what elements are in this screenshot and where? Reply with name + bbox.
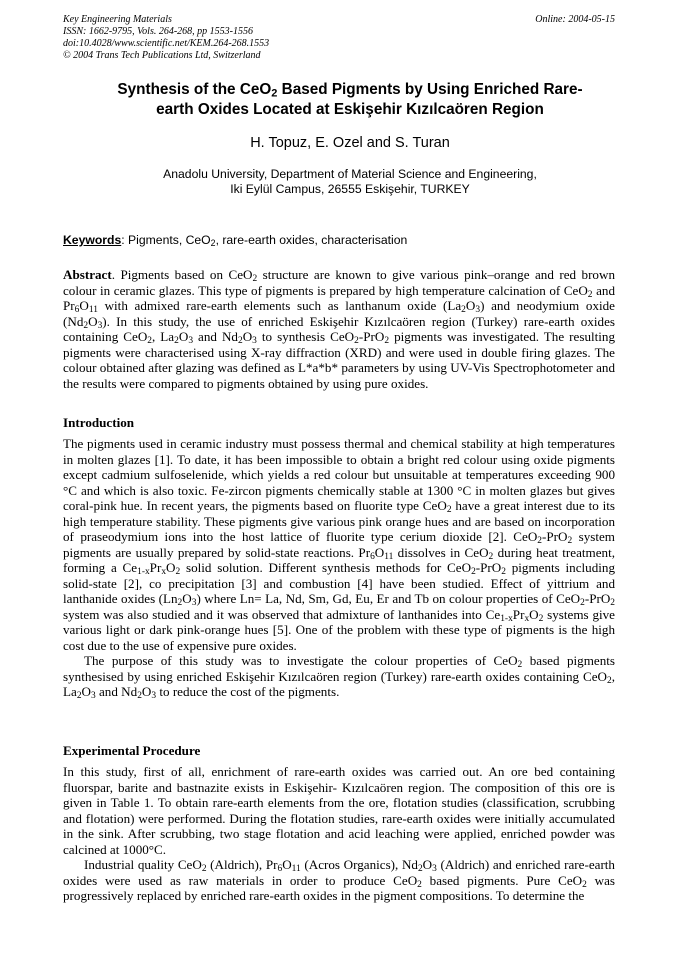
intro-paragraph-2: The purpose of this study was to investigate the colour properties of CeO$_2$ based pigments synthesised by using enriched Eskişehir Kızılcaören region (Turkey) rare-earth oxides containing CeO$_2$, $La_2O_3$ and $Nd_2O_3$ to reduce the cost of the pigments. (63, 653, 615, 702)
experimental-paragraph-2: Industrial quality CeO$_2$ (Aldrich), $Pr_6O_{11}$ (Acros Organics), $Nd_2O_3$ (Aldrich) and enriched rare-earth oxides were used as raw materials in order to produce CeO$_2$ based pigments. Pure CeO$_2$ was progressively replaced by enriched rare-earth oxides in the pigment compositions. To determine the (63, 857, 615, 903)
copyright-line: © 2004 Trans Tech Publications Ltd, Switzerland (63, 50, 261, 61)
doi-line: doi:10.4028/www.scientific.net/KEM.264-268.1553 (63, 38, 270, 49)
journal-name: Key Engineering Materials (63, 14, 172, 25)
issn-line: ISSN: 1662-9795, Vols. 264-268, pp 1553-1556 (63, 26, 253, 37)
journal-header (63, 14, 615, 62)
introduction-heading: Introduction (63, 415, 135, 430)
online-date: Online: 2004-05-15 (535, 14, 615, 25)
experimental-heading: Experimental Procedure (63, 743, 201, 758)
affiliation-line-2: Iki Eylül Campus, 26555 Eskişehir, TURKEY (230, 182, 470, 196)
introduction-body (63, 436, 615, 700)
abstract: Abstract. Pigments based on CeO$_2$ structure are known to give various pink–orange and red brown colour in ceramic glazes. This type of pigments is prepared by high temperature calcination of CeO$_2$ and $Pr_6O_{11}$ with admixed rare-earth elements such as lanthanum oxide $(La_2O_3)$ and neodymium oxide $(Nd_2O_3)$. In this study, the use of enriched Eskişehir Kızılcaören region (Turkey) rare-earth oxides containing CeO$_2$, $La_2O_3$ and $Nd_2O_3$ to synthesis CeO$_2$-PrO$_2$ pigments was investigated. The resulting pigments were characterised using X-ray diffraction (XRD) and were used in double firing glazes. The colour obtained after glazing was defined as L*a*b* parameters by using UV-Vis Spectrophotometer and the results were compared to pigments obtained by using pure oxides. (63, 267, 616, 391)
keywords: Keywords: Pigments, CeO$_2$, rare-earth oxides, characterisation (63, 233, 408, 248)
keywords-label: Keywords (63, 233, 122, 247)
experimental-paragraph-1: In this study, first of all, enrichment of rare-earth oxides was carried out. An ore bed containing fluorspar, barite and bastnazite exists in Eskişehir- Kızılcaören region. The composition of this ore is given in Table 1. To obtain rare-earth elements from the ore, flotation studies (classification, scrubbing and flotation) were performed. During the flotation studies, rare-earth oxides were initially accumulated in the sink. After scrubbing, two stage flotation and acid leaching were applied, enriched powder was calcined at 1000°C. (63, 764, 615, 857)
intro-paragraph-1: The pigments used in ceramic industry must possess thermal and chemical stability at high temperatures in molten glazes [1]. To date, it has been impossible to obtain a bright red colour using oxide pigments except cadmium sulfoselenide, which yields a red colour but unsuitable at temperatures exceeding 900 °C and which is also toxic. Fe-zircon pigments chemically stable at 1300 °C in molten glazes but gives coral-pink hue. In recent years, the pigments based on fluorite type CeO$_2$ have a great interest due to its high temperature stability. These pigments give various pink orange hues and are based on incorporation of praseodymium ions into the host lattice of fluorite type cerium dioxide [2]. CeO$_2$-PrO$_2$ system pigments are usually prepared by solid-state reactions. $Pr_6O_{11}$ dissolves in CeO$_2$ during heat treatment, forming a $Ce_{1-x}Pr_xO_2$ solid solution. Different synthesis methods for CeO$_2$-PrO$_2$ pigments including solid-state [2], co precipitation [3] and combustion [4] have been studied. Effect of yittrium and lanthanide oxides $(Ln_2O_3)$ where Ln= La, Nd, Sm, Gd, Eu, Er and Tb on colour properties of CeO$_2$-PrO$_2$ system was also studied and it was observed that admixture of lanthanides into $Ce_{1-x}Pr_xO_2$ systems give various light or dark pink-orange hues [5]. One of the problem with these type of pigments is the high cost due to the use of expensive pure oxides. (63, 436, 616, 653)
paper-title: Synthesis of the CeO$_2$ Based Pigments by Using Enriched Rare-earth Oxides Located at Eskişehir Kızılcaören Region (117, 81, 583, 118)
affiliation (100, 167, 600, 197)
authors: H. Topuz, E. Ozel and S. Turan (250, 135, 450, 151)
affiliation-line-1: Anadolu University, Department of Material Science and Engineering, (163, 167, 537, 181)
abstract-label: Abstract (63, 267, 112, 282)
experimental-body (63, 764, 615, 904)
